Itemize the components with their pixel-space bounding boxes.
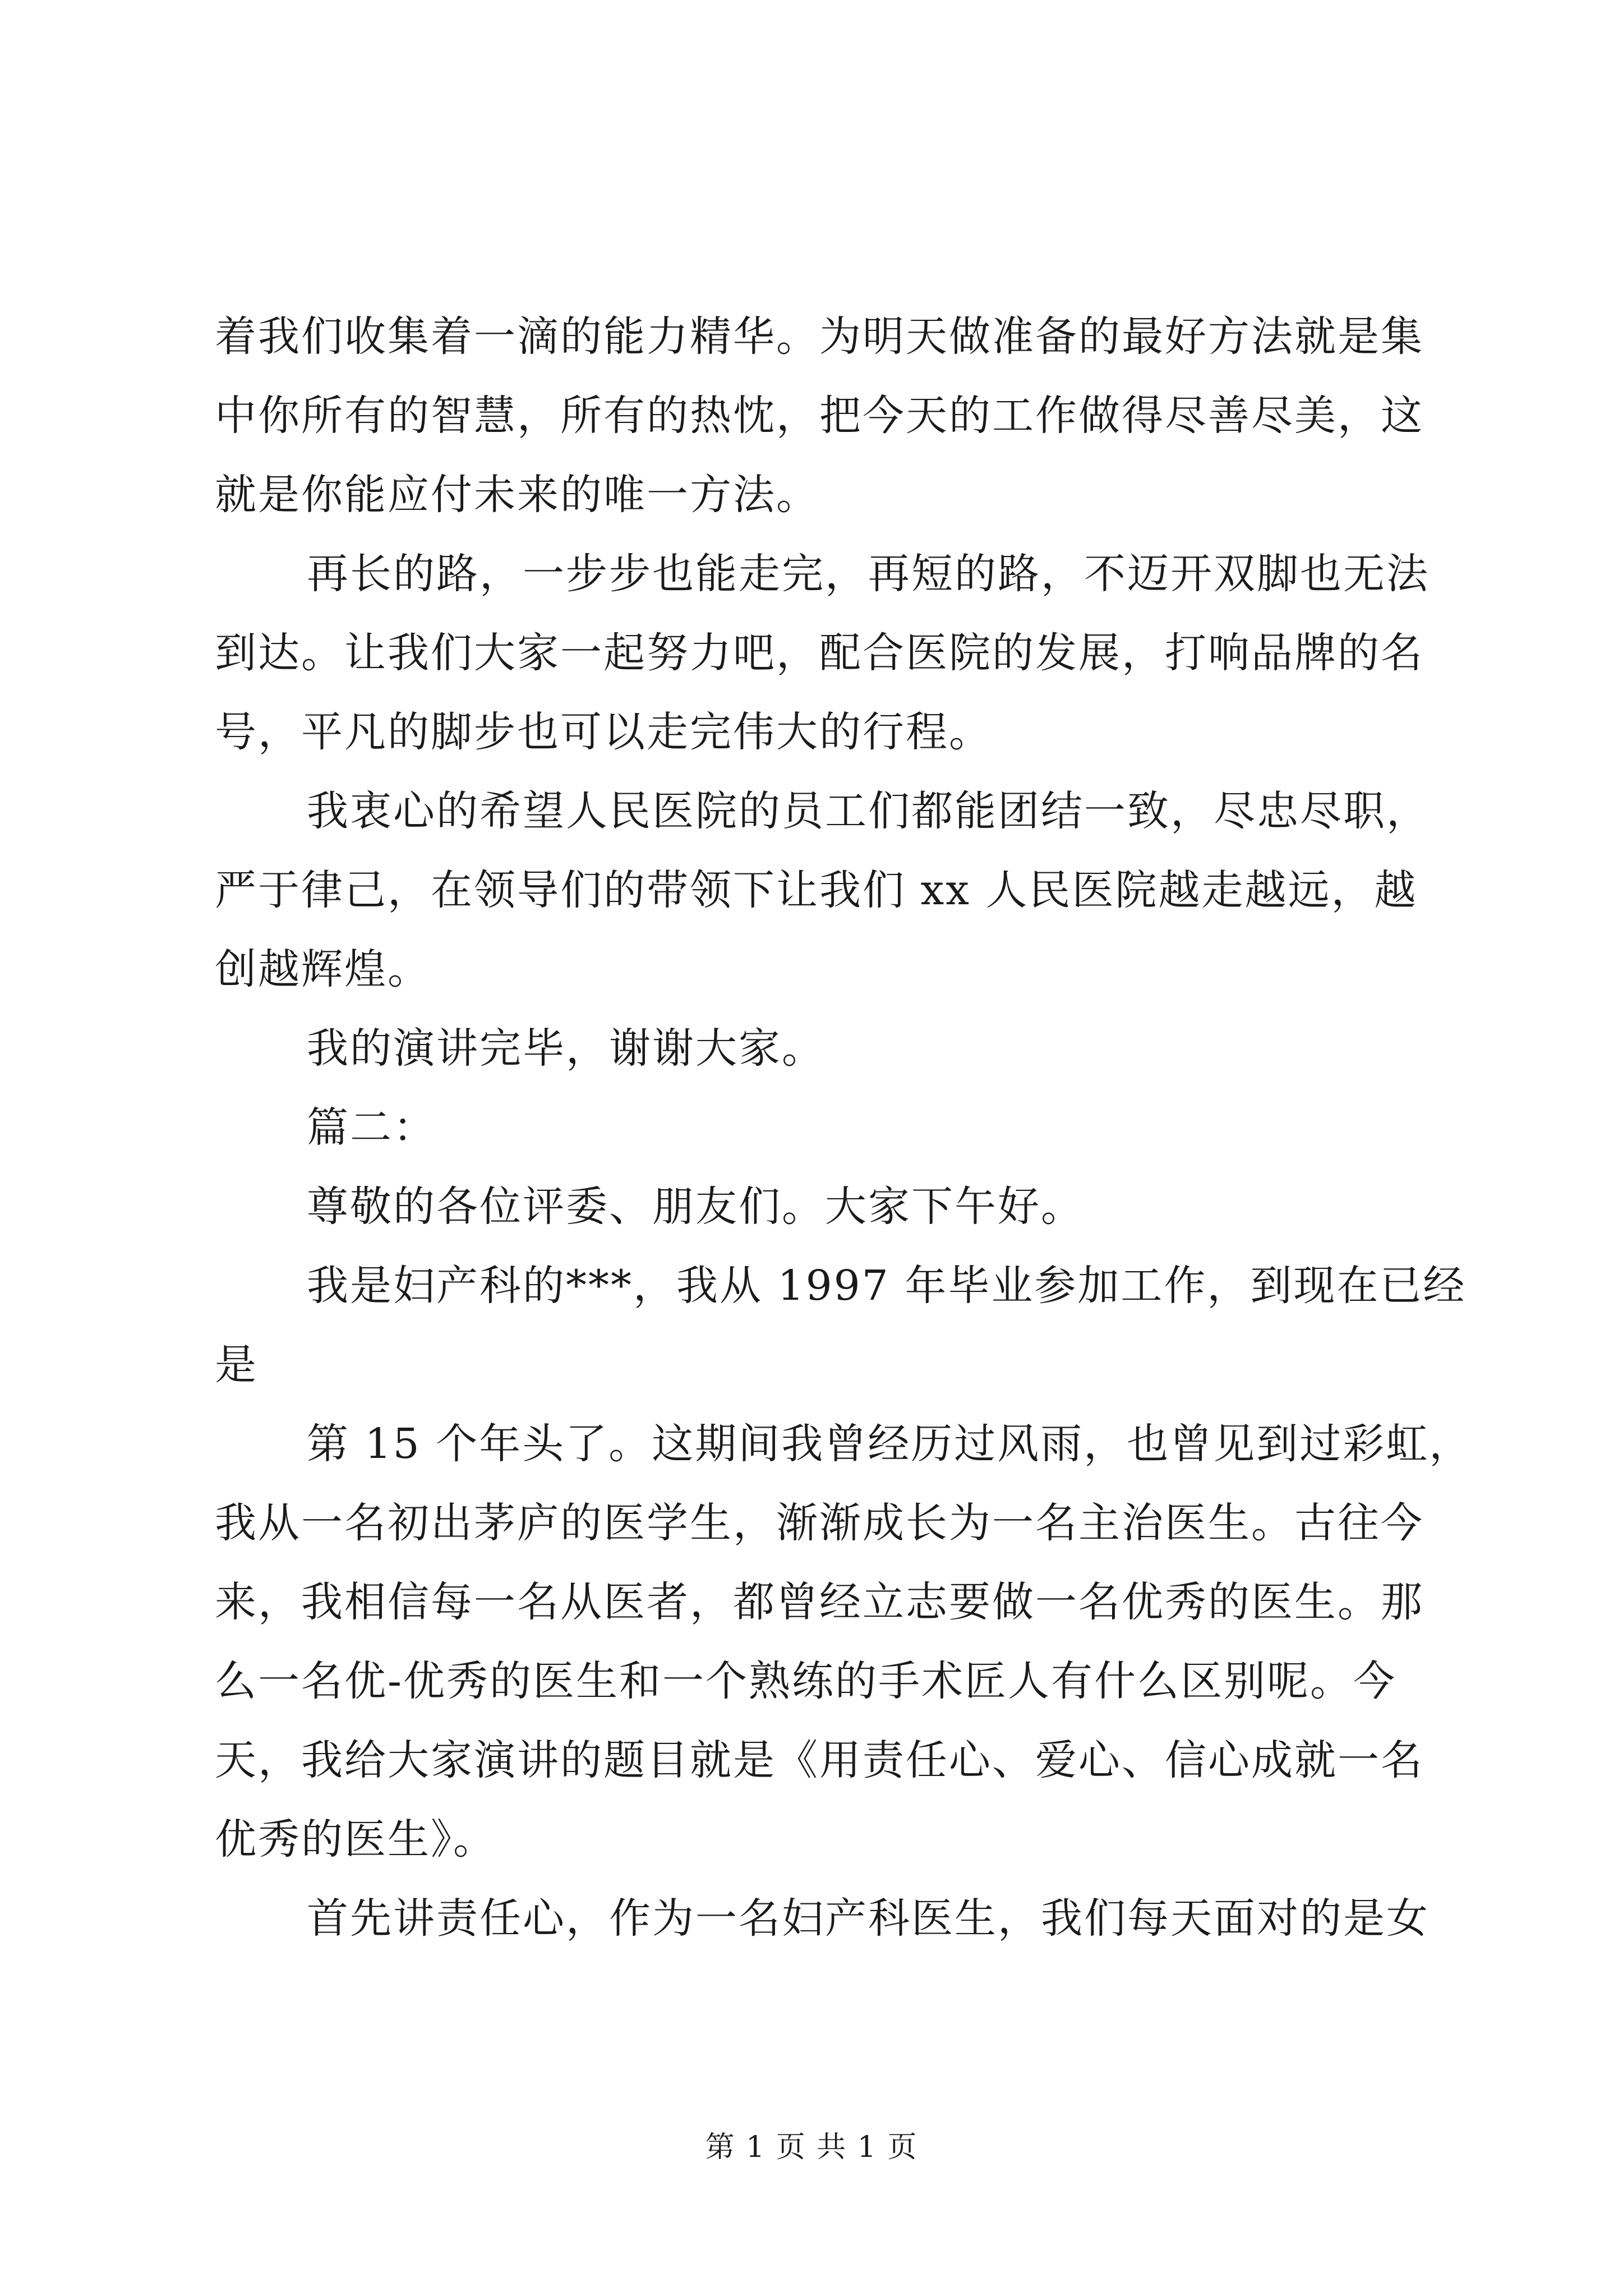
- text-line: 来，我相信每一名从医者，都曾经立志要做一名优秀的医生。那: [215, 1578, 1424, 1626]
- text-line: 再长的路，一步步也能走完，再短的路，不迈开双脚也无法: [307, 550, 1430, 598]
- paragraph-6: [215, 1405, 1473, 1879]
- document-body: [215, 297, 1473, 1958]
- text-line: 我是妇产科的***，我从 1997 年毕业参加工作，到现在已经: [307, 1262, 1467, 1310]
- text-line: 号，平凡的脚步也可以走完伟大的行程。: [215, 708, 992, 756]
- text-line: 我从一名初出茅庐的医学生，渐渐成长为一名主治医生。古往今: [215, 1499, 1424, 1547]
- text-line: 创越辉煌。: [215, 945, 431, 993]
- text-line: 尊敬的各位评委、朋友们。大家下午好。: [307, 1182, 1084, 1231]
- paragraph-greeting: [215, 1167, 1421, 1246]
- text-line: 首先讲责任心，作为一名妇产科医生，我们每天面对的是女: [307, 1894, 1430, 1943]
- paragraph-5: [215, 1246, 1467, 1405]
- text-line: 严于律己，在领导们的带领下让我们 xx 人民医院越走越远，越: [215, 866, 1418, 914]
- paragraph-7: [215, 1879, 1430, 1958]
- text-line: 就是你能应付未来的唯一方法。: [215, 471, 819, 519]
- text-line: 着我们收集着一滴的能力精华。为明天做准备的最好方法就是集: [215, 312, 1424, 361]
- text-line: 中你所有的智慧，所有的热忱，把今天的工作做得尽善尽美，这: [215, 392, 1424, 440]
- text-line: 么一名优-优秀的医生和一个熟练的手术匠人有什么区别呢。今: [215, 1657, 1397, 1705]
- page-footer: 第 1 页 共 1 页: [705, 2131, 918, 2164]
- text-line: 到达。让我们大家一起努力吧，配合医院的发展，打响品牌的名: [215, 629, 1424, 677]
- text-line: 我衷心的希望人民医院的员工们都能团结一致，尽忠尽职，: [307, 787, 1430, 835]
- text-line: 优秀的医生》。: [215, 1815, 496, 1864]
- paragraph-1: [215, 297, 1424, 535]
- text-line: 我的演讲完毕，谢谢大家。: [307, 1024, 825, 1073]
- text-line: 是: [215, 1341, 258, 1389]
- text-line: 篇二：: [307, 1103, 436, 1152]
- paragraph-4: [215, 1009, 1421, 1088]
- paragraph-2: [215, 535, 1430, 772]
- paragraph-3: [215, 772, 1430, 1009]
- section-heading: [215, 1088, 1421, 1167]
- text-line: 天，我给大家演讲的题目就是《用责任心、爱心、信心成就一名: [215, 1736, 1424, 1784]
- text-line: 第 15 个年头了。这期间我曾经历过风雨，也曾见到过彩虹，: [307, 1420, 1473, 1468]
